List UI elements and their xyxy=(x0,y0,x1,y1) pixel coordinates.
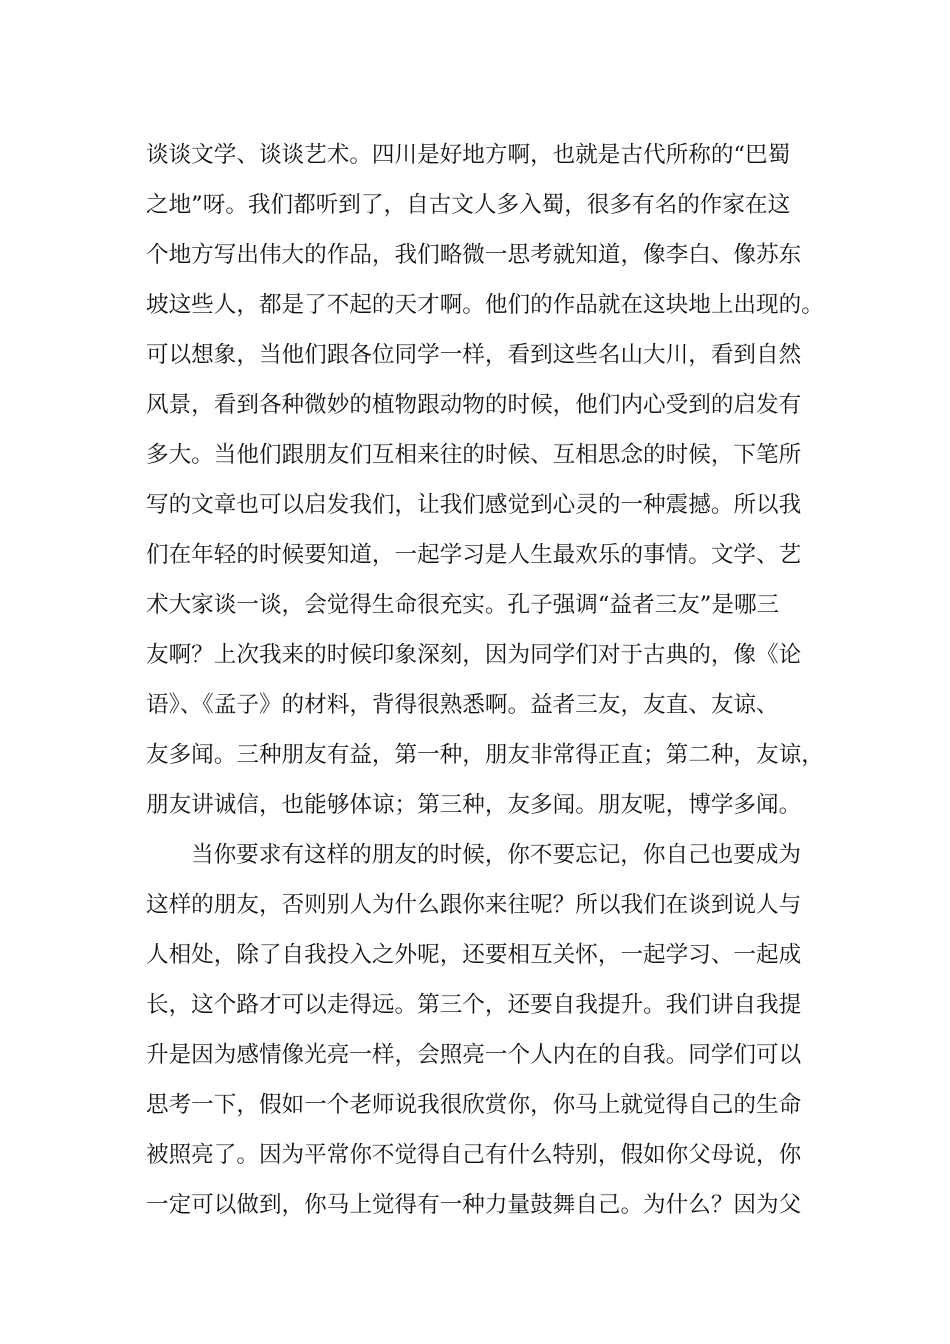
text-line: 人相处，除了自我投入之外呢，还要相互关怀，一起学习、一起成 xyxy=(146,942,802,968)
text-line: 友多闻。三种朋友有益，第一种，朋友非常得正直；第二种，友谅， xyxy=(146,742,824,768)
text-line: 思考一下，假如一个老师说我很欣赏你，你马上就觉得自己的生命 xyxy=(146,1092,802,1118)
text-line: 这样的朋友，否则别人为什么跟你来往呢？所以我们在谈到说人与 xyxy=(146,892,802,918)
text-line: 们在年轻的时候要知道，一起学习是人生最欢乐的事情。文学、艺 xyxy=(146,542,802,568)
text-line: 升是因为感情像光亮一样，会照亮一个人内在的自我。同学们可以 xyxy=(146,1042,802,1068)
text-line: 写的文章也可以启发我们，让我们感觉到心灵的一种震撼。所以我 xyxy=(146,492,802,518)
text-line: 风景，看到各种微妙的植物跟动物的时候，他们内心受到的启发有 xyxy=(146,392,802,418)
paragraph xyxy=(146,830,826,1230)
text-line: 坡这些人，都是了不起的天才啊。他们的作品就在这块地上出现的。 xyxy=(146,292,824,318)
text-line: 个地方写出伟大的作品，我们略微一思考就知道，像李白、像苏东 xyxy=(146,242,802,268)
text-line: 术大家谈一谈，会觉得生命很充实。孔子强调“益者三友”是哪三 xyxy=(146,592,780,618)
text-line: 可以想象，当他们跟各位同学一样，看到这些名山大川，看到自然 xyxy=(146,342,802,368)
body-text xyxy=(146,130,826,1230)
text-line: 当你要求有这样的朋友的时候，你不要忘记，你自己也要成为 xyxy=(191,842,802,868)
text-line: 多大。当他们跟朋友们互相来往的时候、互相思念的时候，下笔所 xyxy=(146,442,802,468)
text-line: 之地”呀。我们都听到了，自古文人多入蜀，很多有名的作家在这 xyxy=(146,192,791,218)
text-line: 长，这个路才可以走得远。第三个，还要自我提升。我们讲自我提 xyxy=(146,992,802,1018)
text-line: 朋友讲诚信，也能够体谅；第三种，友多闻。朋友呢，博学多闻。 xyxy=(146,792,802,818)
text-line: 一定可以做到，你马上觉得有一种力量鼓舞自己。为什么？因为父 xyxy=(146,1192,802,1218)
text-line: 被照亮了。因为平常你不觉得自己有什么特别，假如你父母说，你 xyxy=(146,1142,802,1168)
paragraph xyxy=(146,130,826,830)
text-line: 语》、《孟子》的材料，背得很熟悉啊。益者三友，友直、友谅、 xyxy=(146,692,779,718)
text-line: 谈谈文学、谈谈艺术。四川是好地方啊，也就是古代所称的“巴蜀 xyxy=(146,142,791,168)
text-line: 友啊？上次我来的时候印象深刻，因为同学们对于古典的，像《论 xyxy=(146,642,802,668)
